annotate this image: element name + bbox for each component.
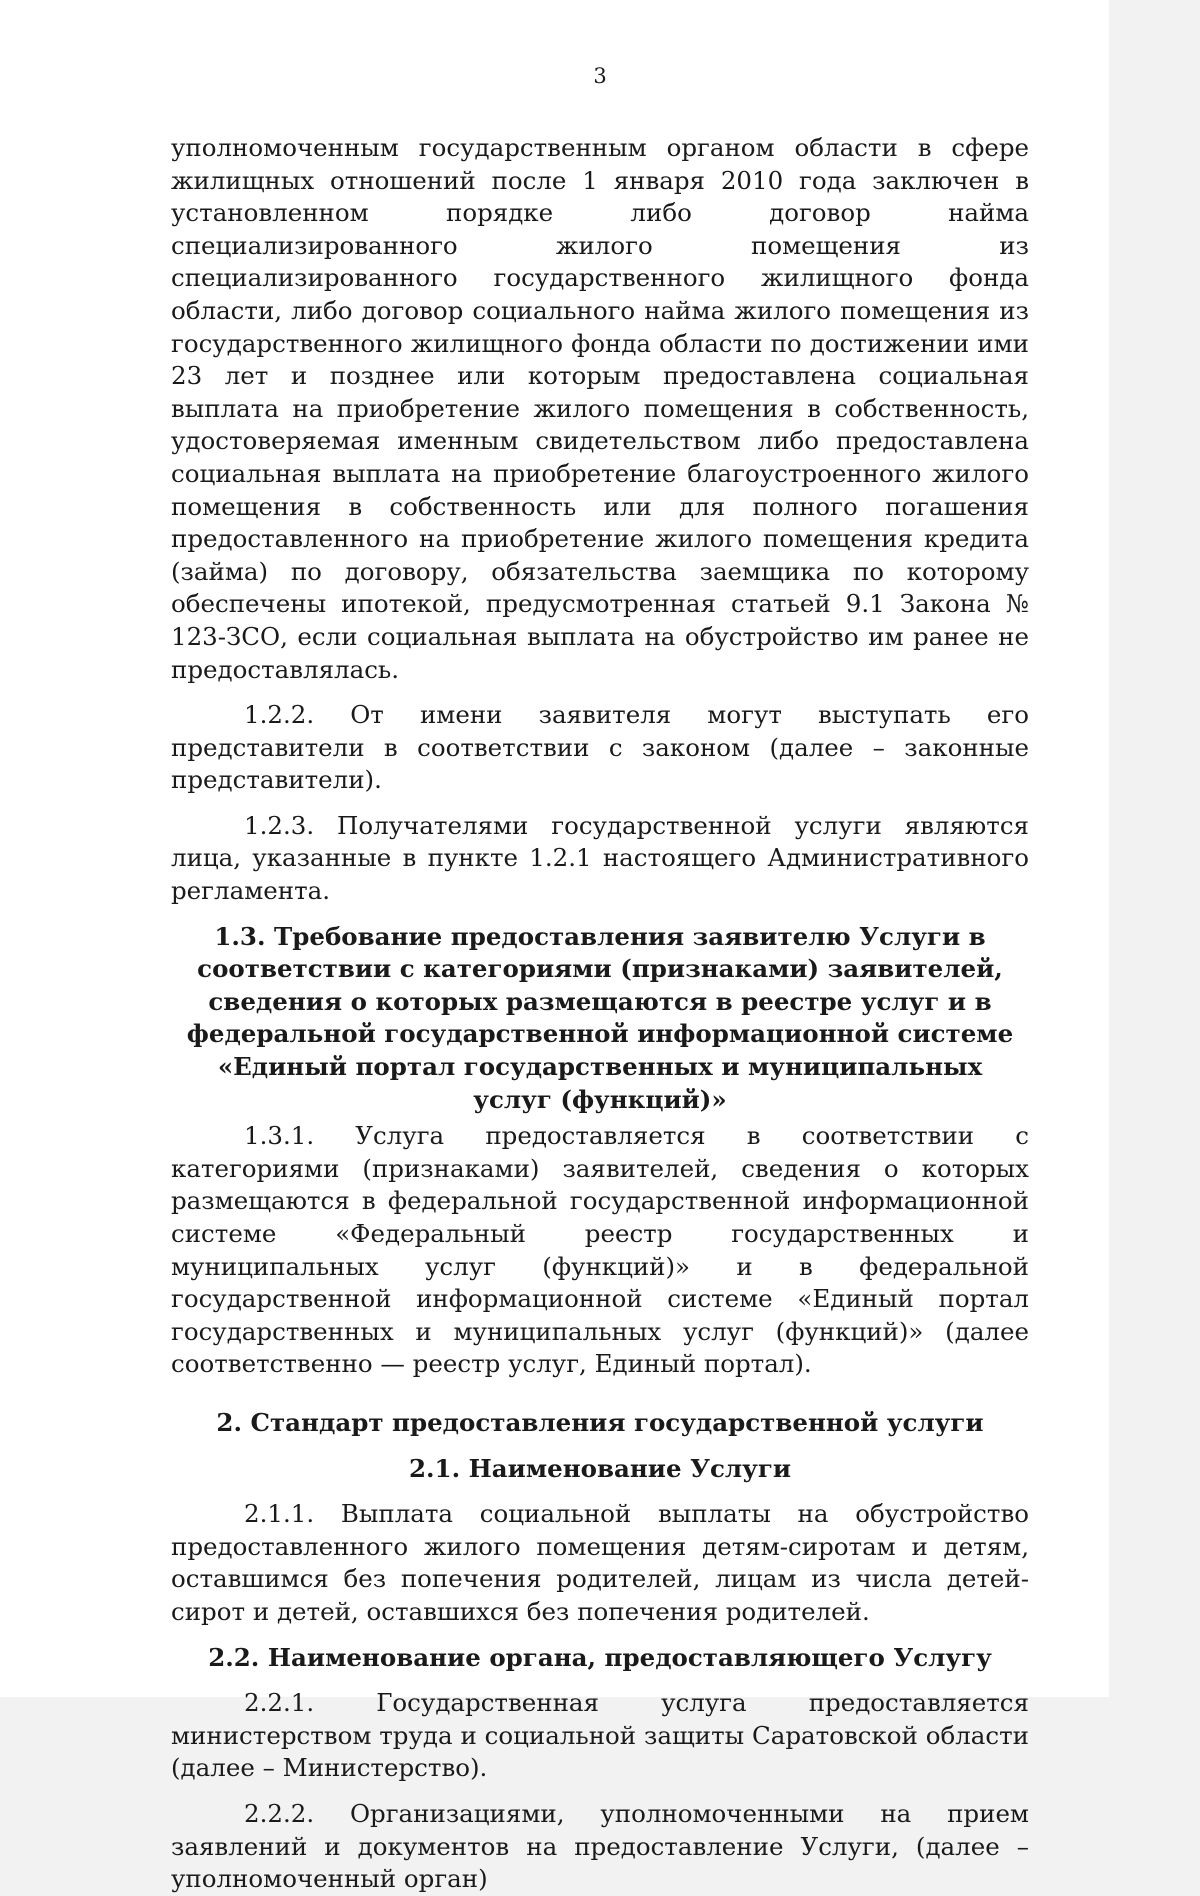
heading-2-1: 2.1. Наименование Услуги xyxy=(408,1453,792,1483)
heading-1-3: 1.3. Требование предоставления заявителю Услуги в соответствии с категориями (признаками) заявителей, сведения о которых размещаются в реестре услуг и в федеральной государственной информационной системе «Единый портал государственных и муниципальных услуг (функций)» xyxy=(186,921,1014,1114)
paragraph-2-2-1: 2.2.1. Государственная услуга предоставляется министерством труда и социальной защиты Саратовской области (далее – Министерство). xyxy=(171,1688,1029,1783)
paragraph-1-2-3: 1.2.3. Получателями государственной услуги являются лица, указанные в пункте 1.2.1 настоящего Административного регламента. xyxy=(171,810,1029,906)
paragraph-1-2-2: 1.2.2. От имени заявителя могут выступать его представители в соответствии с законом (далее – законные представители). xyxy=(171,700,1029,795)
page-number: 3 xyxy=(593,64,607,88)
heading-2-2: 2.2. Наименование органа, предоставляющего Услугу xyxy=(208,1642,992,1672)
paragraph-2-1-1: 2.1.1. Выплата социальной выплаты на обустройство предоставленного жилого помещения детям-сиротам и детям, оставшимся без попечения родителей, лицам из числа детей-сирот и детей, оставшихся без попечения родителей. xyxy=(171,1499,1029,1626)
paragraph-2-2-2: 2.2.2. Организациями, уполномоченными на прием заявлений и документов на предоставление Услуги, (далее – уполномоченный орган) xyxy=(171,1798,1029,1894)
page-margin-strip xyxy=(1109,0,1200,1697)
paragraph-1-2-1-continued: уполномоченным государственным органом области в сфере жилищных отношений после 1 января 2010 года заключен в установленном порядке либо договор найма специализированного жилого помещения из специализированного государственного жилищного фонда области, либо договор социального найма жилого помещения из государственного жилищного фонда области по достижении ими 23 лет и позднее или которым предоставлена социальная выплата на приобретение жилого помещения в собственность, удостоверяемая именным свидетельством либо предоставлена социальная выплата на приобретение благоустроенного жилого помещения в собственность или для полного погашения предоставленного на приобретение жилого помещения кредита (займа) по договору, обязательства заемщика по которому обеспечены ипотекой, предусмотренная статьей 9.1 Закона № 123-ЗСО, если социальная выплата на обустройство им ранее не предоставлялась. xyxy=(171,133,1029,684)
heading-section-2: 2. Стандарт предоставления государственной услуги xyxy=(216,1407,984,1437)
paragraph-1-3-1: 1.3.1. Услуга предоставляется в соответствии с категориями (признаками) заявителей, сведения о которых размещаются в федеральной государственной информационной системе «Федеральный реестр государственных и муниципальных услуг (функций)» и в федеральной государственной информационной системе «Единый портал государственных и муниципальных услуг (функций)» (далее соответственно — реестр услуг, Единый портал). xyxy=(171,1121,1029,1379)
